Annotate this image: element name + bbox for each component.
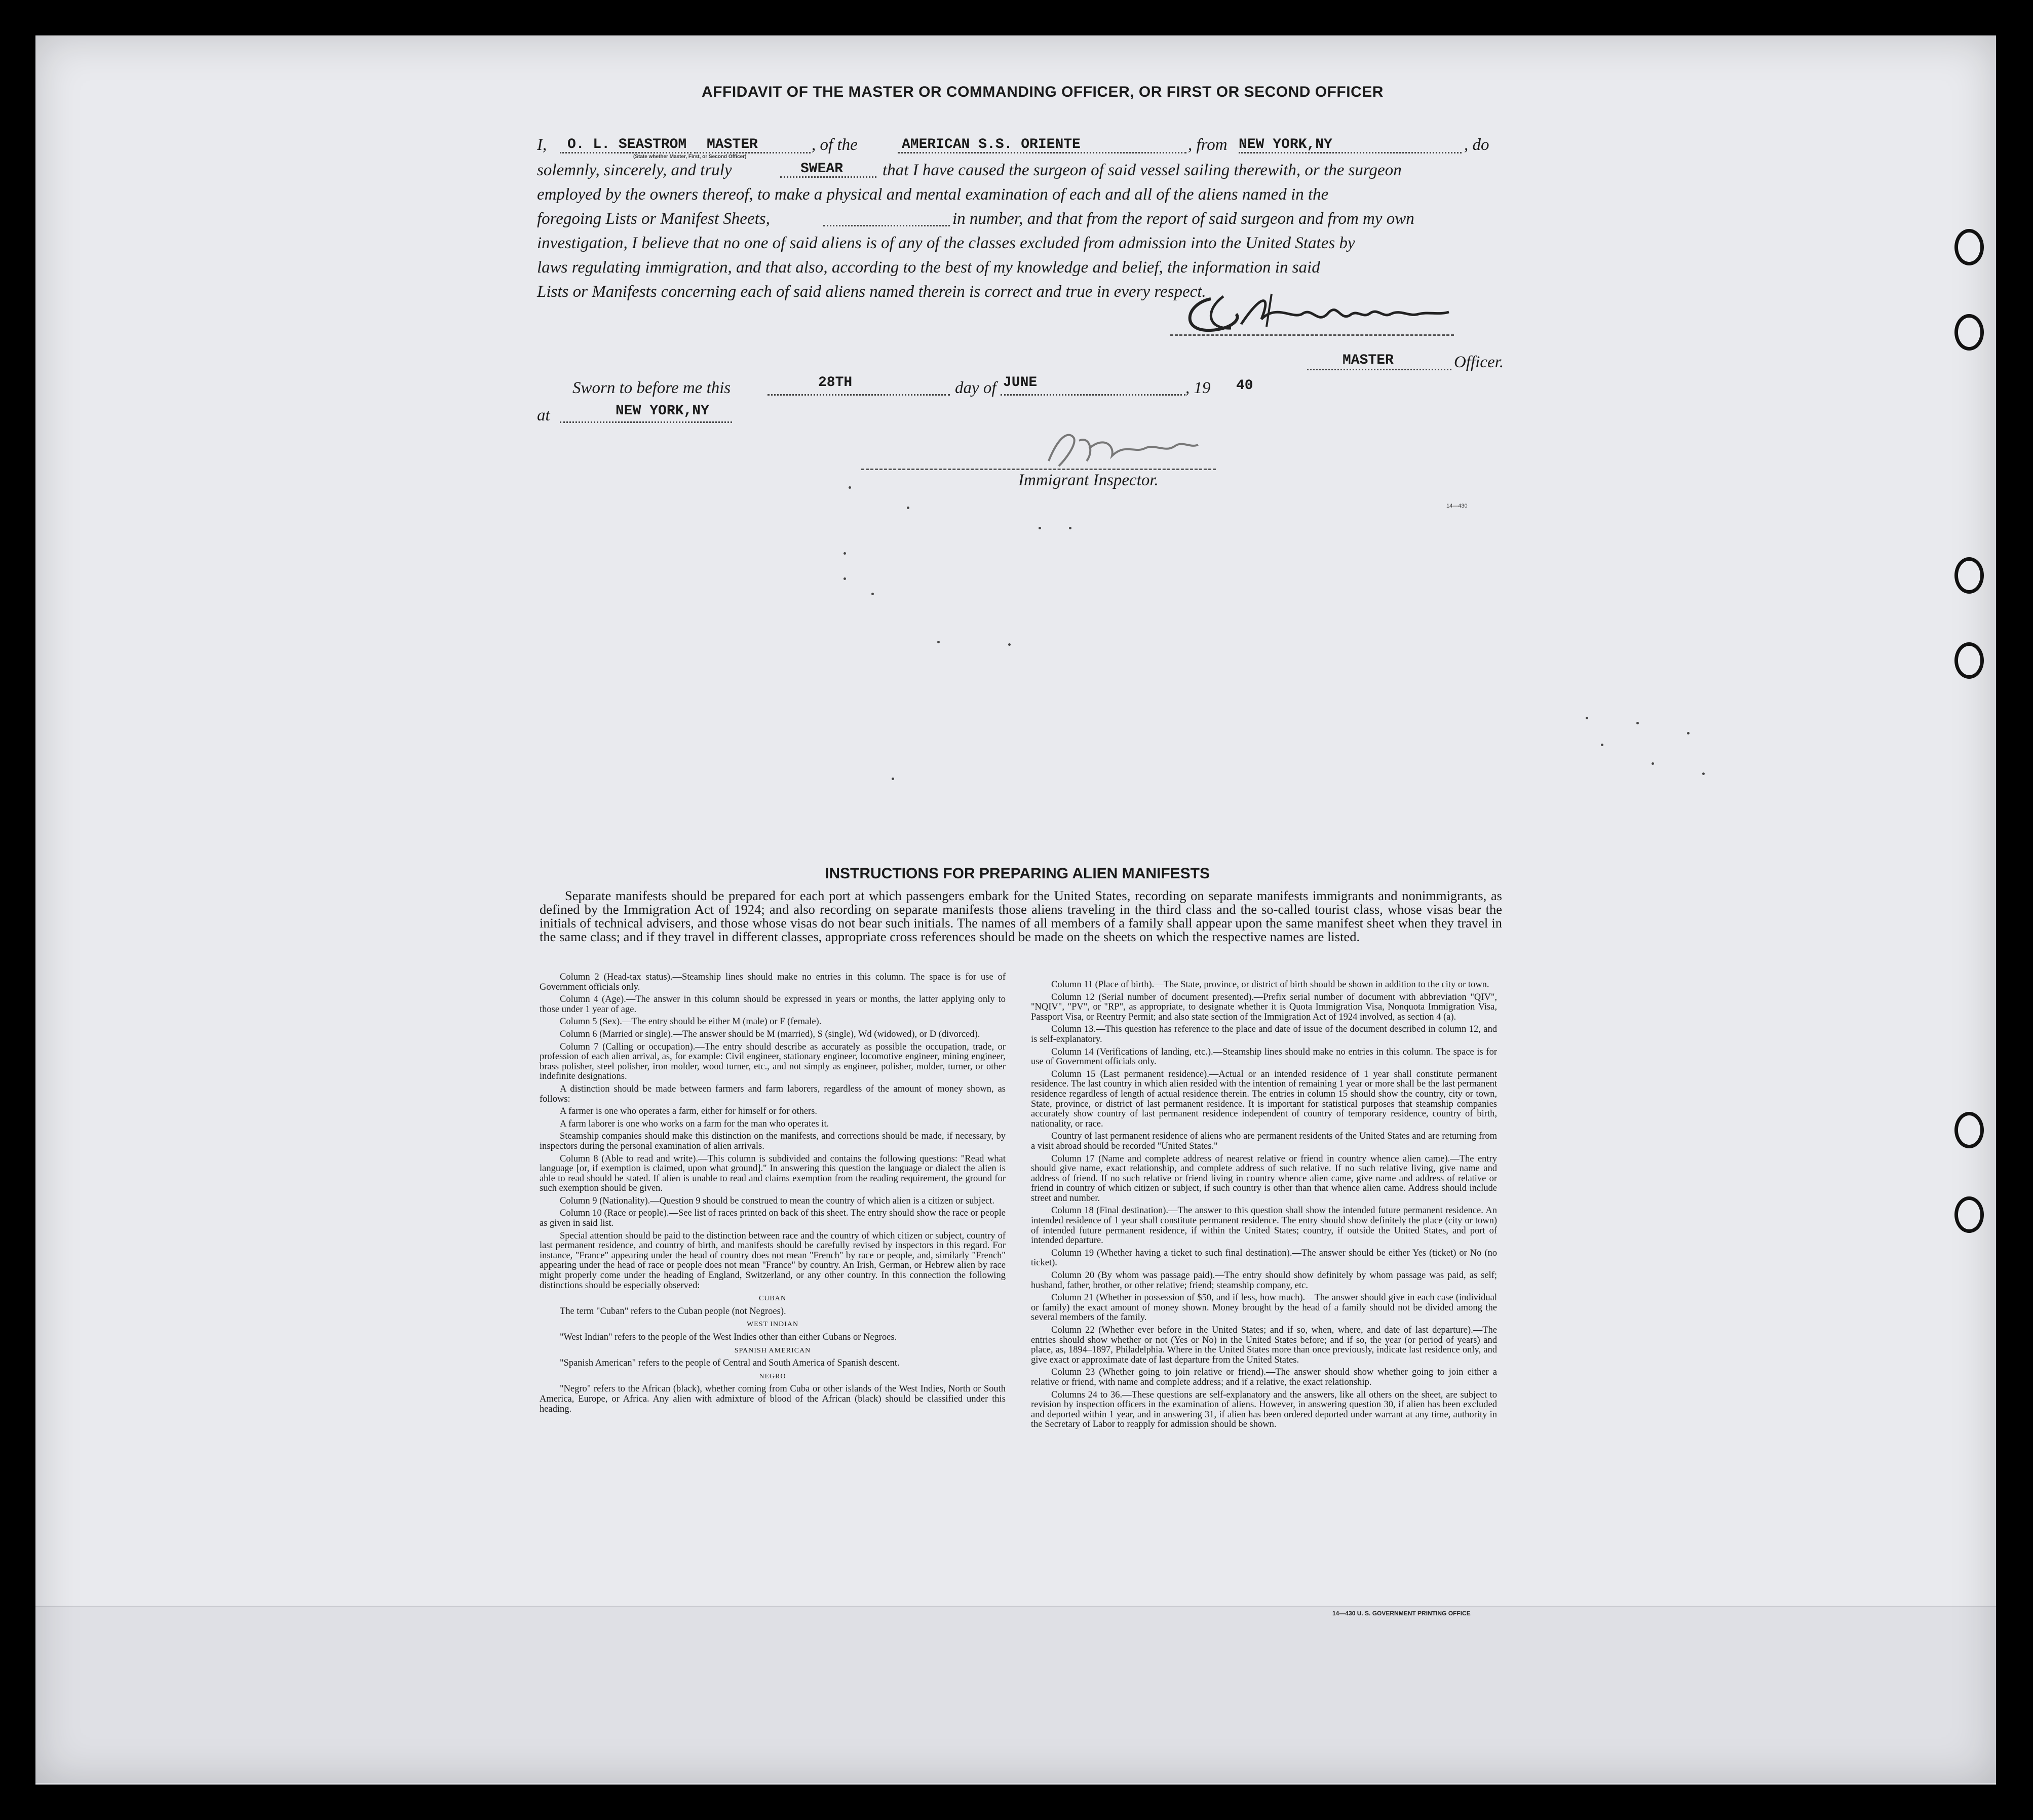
instruction-paragraph: Column 9 (Nationality).—Question 9 should be construed to mean the country of which alien is a citizen or subject. (560, 1195, 995, 1206)
instruction-paragraph: Column 10 (Race or people).—See list of races printed on back of this sheet. The entry should show the race or people as given in said list. (540, 1208, 1006, 1229)
officer-rank: MASTER (707, 137, 758, 152)
affidavit-title: AFFIDAVIT OF THE MASTER OR COMMANDING OFFICER, OR FIRST OR SECOND OFFICER (702, 84, 1384, 100)
instruction-paragraph: A farmer is one who operates a farm, either for himself or for others. (560, 1106, 818, 1117)
speck (937, 641, 940, 643)
master-signature (1175, 284, 1459, 339)
speck (1601, 744, 1603, 746)
binder-hole-2 (1954, 314, 1984, 351)
at-text: at (537, 406, 550, 424)
instruction-paragraph: Column 4 (Age).—The answer in this column should be expressed in years or months, the latter applying only to those under 1 year of age. (540, 994, 1006, 1015)
instruction-paragraph: Column 18 (Final destination).—The answer to this question shall show the intended future permanent residence. An intended residence of 1 year shall constitute permanent residence. The entry should show definitely the place (city or town) of intended future permanent residence, if within the United States; country, if outside the United States, and port of intended departure. (1031, 1206, 1497, 1246)
speck (1702, 772, 1705, 775)
from-text: , from (1188, 136, 1228, 154)
instructions-left-column (540, 973, 1006, 1417)
instruction-paragraph: Column 2 (Head-tax status).—Steamship lines should make no entries in this column. The space is for use of Government officials only. (540, 972, 1006, 992)
instruction-paragraph: Special attention should be paid to the distinction between race and the country of which citizen or subject, country of last permanent residence, and country of birth, and manifests should be carefully revised by inspectors in this regard. For instance, "France" appearing under the head of country does not mean "French" by race or people, and, similarly "French" appearing under the head of race or people does not mean "France" by country. An Irish, German, or Hebrew alien by race might properly come under the heading of England, Switzerland, or any other country. In this connection the following distinctions should be especially observed: (540, 1230, 1006, 1291)
officer-name: O. L. SEASTROM (567, 137, 687, 152)
instructions-title: INSTRUCTIONS FOR PREPARING ALIEN MANIFESTS (825, 865, 1210, 882)
year-value: 40 (1236, 378, 1253, 394)
instruction-paragraph: Columns 24 to 36.—These questions are self-explanatory and the answers, like all others on the sheet, are subject to revision by inspection officers in the examination of aliens. However, in answering question 30, if alien has been excluded and deported within 1 year, and in answering 31, if alien has been ordered deported under warrant at any time, authority in the Secretary of Labor to reapply for admission should be shown. (1031, 1389, 1497, 1430)
count-underline (823, 225, 950, 226)
affidavit-line-3: employed by the owners thereof, to make a physical and mental examination of each and all of the aliens named in the (537, 185, 1329, 204)
instruction-paragraph: Country of last permanent residence of aliens who are permanent residents of the United States and are returning from a visit abroad should be recorded "United States." (1031, 1131, 1497, 1151)
instruction-paragraph: Column 21 (Whether in possession of $50, and if less, how much).—The answer should give in each case (individual or family) the exact amount of money shown. Money brought by the head of a family should not be divided among the several members of the family. (1031, 1293, 1497, 1323)
instruction-paragraph: Column 13.—This question has reference to the place and date of issue of the document described in column 12, and is self-explanatory. (1031, 1024, 1497, 1044)
affidavit-line-5: investigation, I believe that no one of said aliens is of any of the classes excluded from admission into the United States by (537, 234, 1355, 252)
speck (1039, 527, 1041, 529)
speck (1586, 717, 1588, 719)
affidavit-line-1 (537, 136, 547, 154)
instruction-paragraph: Column 19 (Whether having a ticket to such final destination).—The answer should be either Yes (ticket) or No (no ticket). (1031, 1248, 1497, 1268)
affidavit-line-2b: that I have caused the surgeon of said vessel sailing therewith, or the surgeon (883, 161, 1402, 179)
speck (1636, 722, 1639, 724)
instruction-paragraph: Column 12 (Serial number of document presented).—Prefix serial number of document with abbreviation "QIV", "NQIV", "PV", or "RP", as appropriate, to designate whether it is Quota Immigration Visa, Nonquota Immigration Visa, Passport Visa, or Reentry Permit; and also state section of the Immigration Act of 1924 involved, as section 4 (a). (1031, 992, 1497, 1022)
signature-line (1170, 334, 1454, 336)
instructions-right-column (1031, 980, 1497, 1432)
affidavit-line-4b: in number, and that from the report of said surgeon and from my own (952, 210, 1414, 228)
of-the-text: , of the (812, 136, 858, 154)
officer-title: MASTER (1342, 353, 1394, 368)
speck (1687, 732, 1690, 734)
at-underline (560, 421, 732, 423)
at-value: NEW YORK,NY (616, 403, 709, 419)
affidavit-line-2a: solemnly, sincerely, and truly (537, 161, 732, 179)
rank-note: (State whether Master, First, or Second Officer) (633, 154, 747, 160)
officer-word: Officer. (1454, 353, 1504, 371)
speck (907, 507, 909, 509)
instruction-paragraph: Column 8 (Able to read and write).—This column is subdivided and contains the following questions: "Read what language [or, if exemption is claimed, upon what ground]." In answering this question the language or dialect the alien is able to read should be stated. If alien is unable to read and claims exemption from the reading requirement, the ground for such exemption should be given. (540, 1153, 1006, 1194)
negro-heading: NEGRO (759, 1372, 786, 1380)
speck (1069, 527, 1071, 529)
vessel-name: AMERICAN S.S. ORIENTE (902, 137, 1081, 152)
speck (849, 486, 851, 489)
binder-hole-3 (1954, 557, 1984, 594)
instruction-paragraph: A farm laborer is one who works on a farm for the man who operates it. (560, 1118, 829, 1129)
spanish-american-text: "Spanish American" refers to the people of Central and South America of Spanish descent. (560, 1358, 900, 1369)
oath-value: SWEAR (800, 161, 843, 177)
negro-text: "Negro" refers to the African (black), whether coming from Cuba or other islands of the West Indies, North or South America, Europe, or Africa. Any alien with admixture of blood of the African (black) should be classified under this heading. (540, 1384, 1006, 1414)
page-fold-shade (35, 1606, 1996, 1785)
month-value: JUNE (1003, 375, 1038, 391)
instruction-paragraph: Column 11 (Place of birth).—The State, province, or district of birth should be shown in addition to the city or town. (1051, 980, 1489, 990)
instructions-intro: Separate manifests should be prepared for each port at which passengers embark for the United States, recording on separate manifests immigrants and nonimmigrants, as defined by the Immigration Act of 1924; and also recording on separate manifests those aliens traveling in the third class and the so-called tourist class, whose visas bear the initials of technical advisers, and those whose visas do not bear such initials. The names of all members of a family shall appear upon the same manifest sheet when they travel in the same class; and if they travel in different classes, appropriate cross references should be made on the sheets on which the respective names are listed. (540, 888, 1502, 944)
inspector-title: Immigrant Inspector. (1018, 471, 1159, 489)
inspector-signature (1039, 425, 1206, 471)
officer-title-underline (1307, 369, 1451, 370)
do-text: , do (1464, 136, 1489, 154)
instruction-paragraph: Column 6 (Married or single).—The answer should be M (married), S (single), Wd (widowed), or D (divorced). (560, 1029, 980, 1039)
speck (843, 552, 846, 555)
instruction-paragraph: Column 23 (Whether going to join relative or friend).—The answer should show whether going to join either a relative or friend, with name and complete address; and if a relative, the exact relationship. (1031, 1367, 1497, 1387)
binder-hole-4 (1954, 642, 1984, 679)
port-name: NEW YORK,NY (1239, 137, 1332, 152)
speck (892, 778, 894, 780)
instruction-paragraph: Column 7 (Calling or occupation).—The entry should describe as accurately as possible the occupation, trade, or profession of each alien arrival, as, for example: Civil engineer, stationary engineer, locomotive engineer, mining engineer, brass polisher, steel polisher, iron molder, wood turner, etc., and not simply as engineer, polisher, molder, turner, or other indefinite designations. (540, 1041, 1006, 1082)
instruction-paragraph: Column 15 (Last permanent residence).—Actual or an intended residence of 1 year shall constitute permanent residence. The last country in which alien resided with the intention of remaining 1 year or more shall be the last permanent residence regardless of length of actual residence therein. The entries in column 15 should show the country, city or town, State, province, or district of last permanent residence. It is important for statistical purposes that steamship companies accurately show country of last permanent residence independent of country of temporary residence, country of birth, nationality, or race. (1031, 1069, 1497, 1129)
instruction-paragraph: Column 20 (By whom was passage paid).—The entry should show definitely by whom passage was paid, as self; husband, father, brother, or other relative; friend; steamship company, etc. (1031, 1270, 1497, 1291)
speck (871, 593, 874, 595)
instruction-paragraph: Column 5 (Sex).—The entry should be either M (male) or F (female). (560, 1017, 822, 1027)
instruction-paragraph: Column 22 (Whether ever before in the United States; and if so, when, where, and date of last departure).—The entries should show whether or not (Yes or No) in the United States before; and if so, the year (or period of years) and place, as, 1894–1897, Philadelphia. Where in the United States more than once previously, indicate last residence only, and give exact or approximate date of last departure from the United States. (1031, 1325, 1497, 1365)
sworn-text: Sworn to before me this (572, 379, 731, 397)
instruction-paragraph: A distinction should be made between farmers and farm laborers, regardless of the amount of money shown, as follows: (540, 1083, 1006, 1104)
spanish-american-heading: SPANISH AMERICAN (734, 1346, 811, 1354)
instruction-paragraph: Steamship companies should make this distinction on the manifests, and corrections should be made, if necessary, by inspectors during the personal examination of alien arrivals. (540, 1131, 1006, 1151)
year-prefix: , 19 (1185, 379, 1211, 397)
affidavit-line-4a: foregoing Lists or Manifest Sheets, (537, 210, 770, 228)
day-value: 28TH (818, 375, 853, 391)
binder-hole-6 (1954, 1196, 1984, 1233)
day-of-text: day of (955, 379, 996, 397)
affidavit-line-6: laws regulating immigration, and that also, according to the best of my knowledge and belief, the information in said (537, 258, 1320, 277)
west-indian-text: "West Indian" refers to the people of the West Indies other than either Cubans or Negroes. (560, 1332, 897, 1342)
cuban-heading: CUBAN (758, 1295, 786, 1303)
form-code: 14—430 (1446, 503, 1468, 509)
month-underline (1001, 394, 1185, 396)
cuban-text: The term "Cuban" refers to the Cuban people (not Negroes). (560, 1306, 786, 1316)
speck (1008, 643, 1011, 646)
word-i: I, (537, 136, 547, 154)
day-underline (768, 394, 950, 396)
west-indian-heading: WEST INDIAN (746, 1321, 799, 1329)
printing-office-footer: 14—430 U. S. GOVERNMENT PRINTING OFFICE (1332, 1610, 1471, 1617)
inspector-signature-line (861, 469, 1216, 470)
affidavit-line-7: Lists or Manifests concerning each of said aliens named therein is correct and true in every respect. (537, 283, 1206, 301)
binder-hole-5 (1954, 1112, 1984, 1148)
binder-hole-1 (1954, 229, 1984, 265)
instruction-paragraph: Column 14 (Verifications of landing, etc.).—Steamship lines should make no entries in this column. The space is for use of Government officials only. (1031, 1047, 1497, 1067)
speck (1652, 762, 1654, 765)
instruction-paragraph: Column 17 (Name and complete address of nearest relative or friend in country whence alien came).—The entry should give name, exact relationship, and complete address of such relative. If no such relative living, give name and address of friend. If no such relative or friend living in country whence alien came, give name and address of relative or friend in country of which citizen or subject, if such country is other than that whence alien came. Address should include street and number. (1031, 1153, 1497, 1204)
speck (843, 577, 846, 580)
